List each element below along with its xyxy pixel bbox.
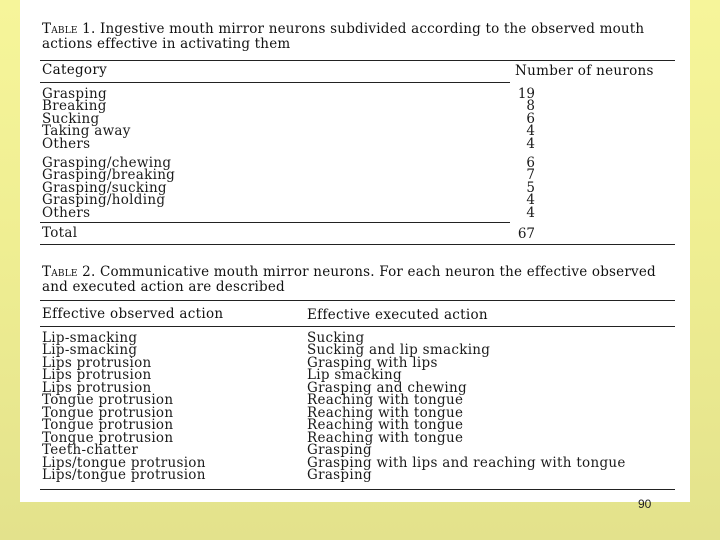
table1-row-count: 7 [526,167,535,184]
page-number: 90 [638,497,652,511]
table2-header-observed: Effective observed action [42,306,224,322]
scanned-page [20,0,690,502]
table2-row-observed: Lips protrusion [42,367,152,384]
table1-top-rule [40,60,675,61]
table1-row-count: 4 [526,123,535,140]
table1-total-label: Total [42,225,78,241]
table2-row-executed: Grasping and chewing [307,379,467,396]
table2-row-observed: Tongue protrusion [42,404,174,421]
table1-row-category: Others [42,135,91,152]
table2-row-executed: Grasping with lips and reaching with tongue [307,454,626,471]
table2-row-executed: Lip smacking [307,367,402,384]
table1-row-category: Others [42,204,91,221]
table1-row-count: 4 [526,135,535,152]
table1-bottom-rule [40,244,675,245]
table1-header-category: Category [42,62,108,78]
table1-row-count: 4 [526,192,535,209]
table2-row-observed: Lip-smacking [42,342,138,359]
table2-row-observed: Lip-smacking [42,330,138,346]
table1-title: Ingestive mouth mirror neurons subdivided according to the observed mouth actions effective in activating them [42,21,645,52]
table2-row-executed: Reaching with tongue [307,392,464,409]
table1-row-count: 19 [517,86,535,102]
table1-row-count: 5 [526,179,535,196]
table1-row-category: Grasping/chewing [42,155,172,171]
table1-row-category: Grasping [42,86,107,102]
table1-row-category: Grasping/sucking [42,179,167,196]
table2-row-observed: Lips/tongue protrusion [42,454,206,471]
table2-row-executed: Reaching with tongue [307,417,464,434]
table1-caption [42,22,682,52]
table1-header-count: Number of neurons [515,63,654,79]
table1-header-rule [40,82,510,83]
table2-header-rule [40,326,675,327]
table2-row-executed: Grasping [307,442,372,459]
table2-title: Communicative mouth mirror neurons. For each neuron the effective observed and executed action are described [42,264,656,295]
table2-caption [42,265,682,295]
table2-row-observed: Lips protrusion [42,379,152,396]
table1-row-count: 8 [526,98,535,115]
table1-row-count: 6 [526,110,535,127]
table2-row-observed: Tongue protrusion [42,417,174,434]
table1-row-category: Taking away [42,123,131,140]
table2-row-executed: Grasping [307,466,372,483]
table2-row-observed: Tongue protrusion [42,429,174,446]
table2-header-executed: Effective executed action [307,307,488,323]
table2-row-executed: Reaching with tongue [307,404,464,421]
table1-row-count: 4 [526,204,535,221]
table2-row-executed: Sucking and lip smacking [307,342,491,359]
table1-row-category: Grasping/breaking [42,167,176,184]
table1-row-count: 6 [526,155,535,171]
table2-row-observed: Lips/tongue protrusion [42,466,206,483]
table1-row-category: Grasping/holding [42,192,166,209]
table2-label: Table 2. [42,264,96,280]
table1-total-rule [40,222,510,223]
table2-row-observed: Lips protrusion [42,354,152,371]
table2-top-rule [40,300,675,301]
table2-row-executed: Grasping with lips [307,354,438,371]
table2-row-executed: Sucking [307,330,365,346]
table1-row-category: Breaking [42,98,107,115]
table1-row-category: Sucking [42,110,100,127]
table2-row-observed: Tongue protrusion [42,392,174,409]
table2-bottom-rule [40,489,675,490]
table1-label: Table 1. [42,21,96,37]
table2-row-observed: Teeth-chatter [42,442,139,459]
table2-row-executed: Reaching with tongue [307,429,464,446]
table1-total-count: 67 [517,226,535,242]
